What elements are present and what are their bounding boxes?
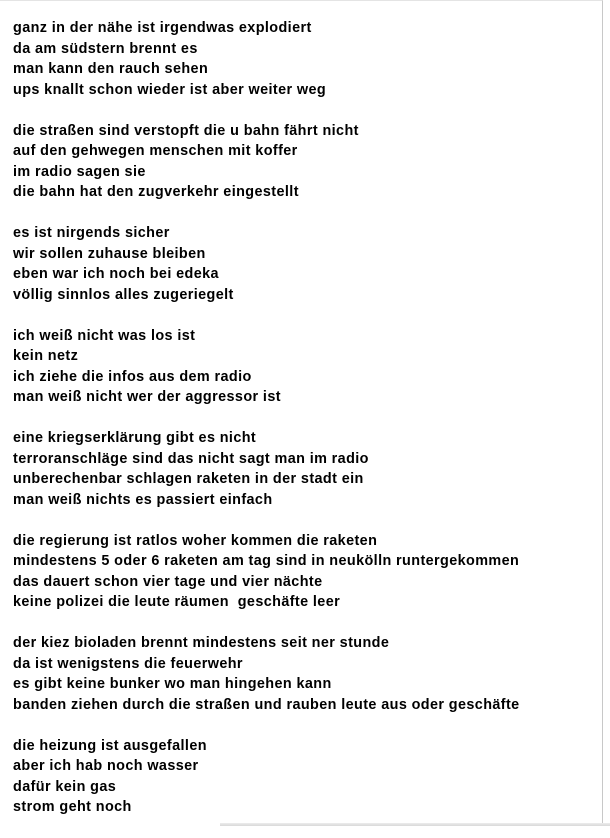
stanza-7: [13, 633, 520, 715]
poem-line: keine polizei die leute räumen geschäfte leer: [13, 594, 341, 610]
stanza-8: [13, 736, 520, 818]
poem-line: es ist nirgends sicher: [13, 225, 170, 241]
poem-line: völlig sinnlos alles zugeriegelt: [13, 286, 234, 303]
poem-line: im radio sagen sie: [13, 163, 146, 180]
poem-line: man kann den rauch sehen: [13, 61, 209, 77]
stanza-3: [13, 223, 520, 305]
poem-line: die regierung ist ratlos woher kommen die raketen: [13, 532, 378, 549]
poem-line: wir sollen zuhause bleiben: [13, 245, 206, 262]
poem-line: auf den gehwegen menschen mit koffer: [13, 143, 298, 159]
poem-line: man weiß nichts es passiert einfach: [13, 491, 273, 508]
poem-line: aber ich hab noch wasser: [13, 758, 199, 774]
poem-text: [13, 18, 520, 838]
poem-line: dafür kein gas: [13, 778, 117, 795]
poem-line: die heizung ist ausgefallen: [13, 737, 207, 754]
stanza-6: [13, 531, 520, 613]
poem-line: kein netz: [13, 348, 79, 364]
poem-line: da am südstern brennt es: [13, 40, 198, 57]
poem-line: ganz in der nähe ist irgendwas explodiert: [13, 20, 312, 36]
poem-line: das dauert schon vier tage und vier nächte: [13, 573, 323, 590]
poem-line: strom geht noch: [13, 799, 132, 815]
poem-line: der kiez bioladen brennt mindestens seit ner stunde: [13, 635, 390, 651]
poem-line: terroranschläge sind das nicht sagt man im radio: [13, 450, 369, 467]
poem-line: mindestens 5 oder 6 raketen am tag sind in neukölln runtergekommen: [13, 553, 520, 569]
poem-line: eben war ich noch bei edeka: [13, 266, 219, 282]
stanza-1: [13, 18, 520, 100]
poem-line: ups knallt schon wieder ist aber weiter weg: [13, 81, 327, 98]
poem-line: ich weiß nicht was los ist: [13, 327, 196, 344]
poem-line: da ist wenigstens die feuerwehr: [13, 655, 243, 672]
poem-line: man weiß nicht wer der aggressor ist: [13, 389, 281, 405]
poem-line: ich ziehe die infos aus dem radio: [13, 368, 252, 385]
poem-line: die bahn hat den zugverkehr eingestellt: [13, 184, 299, 200]
poem-line: es gibt keine bunker wo man hingehen kann: [13, 676, 332, 692]
stanza-2: [13, 121, 520, 203]
poem-line: die straßen sind verstopft die u bahn fährt nicht: [13, 122, 359, 139]
poem-line: eine kriegserklärung gibt es nicht: [13, 430, 257, 446]
stanza-5: [13, 428, 520, 510]
poem-line: banden ziehen durch die straßen und rauben leute aus oder geschäfte: [13, 696, 520, 713]
poem-line: unberechenbar schlagen raketen in der stadt ein: [13, 471, 364, 487]
stanza-4: [13, 326, 520, 408]
